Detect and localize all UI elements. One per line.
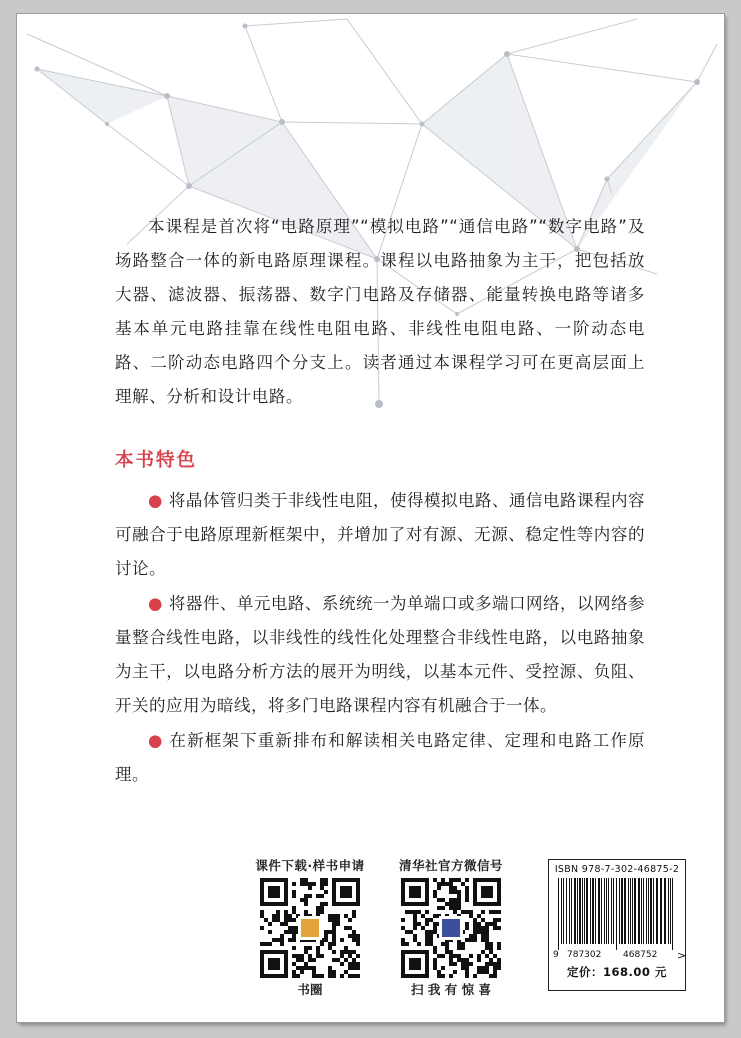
bullet-icon: ● [148,491,163,510]
qr-code-wechat [395,856,507,998]
intro-paragraph: 本课程是首次将“电路原理”“模拟电路”“通信电路”“数字电路”及场路整合一体的新电路原理课程。课程以电路抽象为主干，把包括放大器、滤波器、振荡器、数字门电路及存储器、能量转换电路等诸多基本单元电路挂靠在线性电阻电路、非线性电阻电路、一阶动态电路、二阶动态电路四个分支上。读者通过本课程学习可在更高层面上理解、分析和设计电路。 [115,217,645,406]
feature-item: ● 将晶体管归类于非线性电阻，使得模拟电路、通信电路课程内容可融合于电路原理新框架中，并增加了对有源、无源、稳定性等内容的讨论。 [115,491,645,578]
qr-code-icon [401,878,501,978]
qr-bottom-label: 书圈 [297,982,323,997]
features-title: 本书特色 [115,450,198,471]
qr-code-icon [260,878,360,978]
chevron-right-icon: > [677,949,687,962]
price-label: 定价：168.00 元 [567,965,667,979]
qr-code-courseware [254,856,366,998]
feature-item: ● 将器件、单元电路、系统统一为单端口或多端口网络，以网络参量整合线性电路，以非线性的线性化处理整合非线性电路，以电路抽象为主干，以电路分析方法的展开为明线，以基本元件、受控源、负阻、开关的应用为暗线，将多门电路课程内容有机融合于一体。 [115,594,645,715]
isbn-barcode: ISBN 978-7-302-46875-2 9 787302 468752 > 定价：168.00 元 [548,859,686,991]
bullet-icon: ● [148,594,163,613]
features-list [115,484,645,793]
barcode-icon [558,878,676,950]
isbn-number: ISBN 978-7-302-46875-2 [554,864,680,875]
qr-top-label: 课件下载·样书申请 [255,858,365,873]
intro-section [115,210,645,414]
qr-bottom-label: 扫 我 有 惊 喜 [411,982,491,997]
bullet-icon: ● [148,731,164,750]
qr-top-label: 清华社官方微信号 [398,858,503,873]
feature-item: ● 在新框架下重新排布和解读相关电路定律、定理和电路工作原理。 [115,731,645,784]
back-cover [17,14,724,1022]
